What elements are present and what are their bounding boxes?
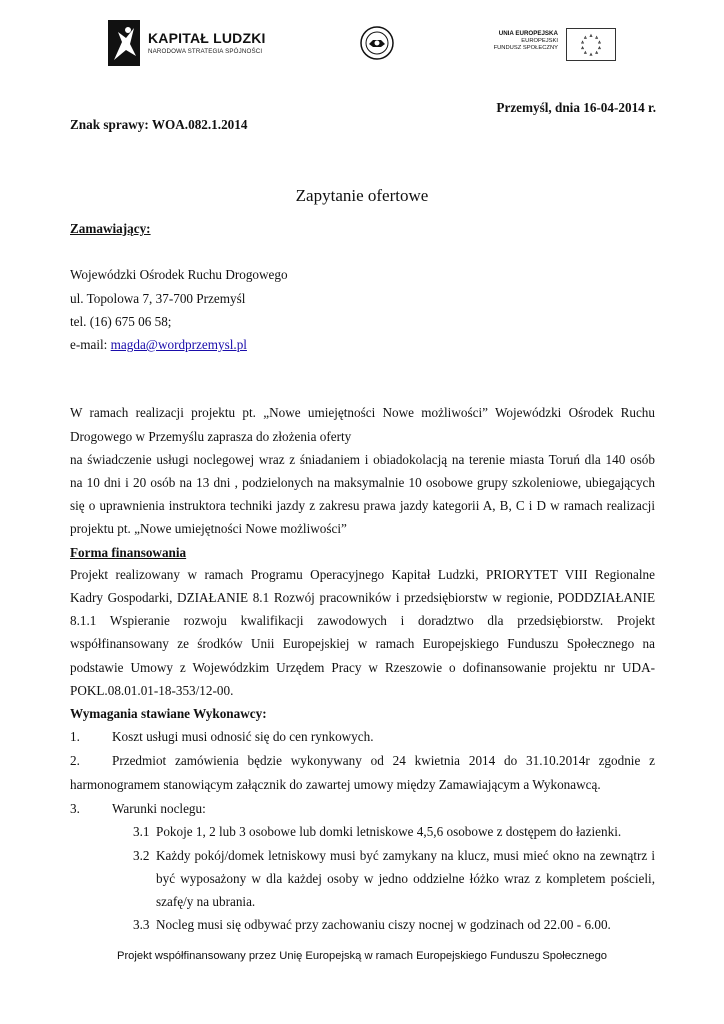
requirement-1-number: 1.: [70, 729, 80, 744]
financing-line-1: Projekt realizowany w ramach Programu Operacyjnego Kapitał Ludzki, PRIORYTET VIII Regionalne: [70, 567, 655, 582]
intro-line-3: na świadczenie usługi noclegowej wraz z śniadaniem i obiadokolacją na terenie miasta Toruń dla 140 osób: [70, 452, 655, 467]
intro-line-5: się o uprawnienia instruktora techniki jazdy z zakresu prawa jazdy kategorii A, B, C i D w ramach realizacji: [70, 498, 655, 513]
sub-requirement-3-1-text: Pokoje 1, 2 lub 3 osobowe lub domki letniskowe 4,5,6 osobowe z dostępem do łazienki.: [156, 824, 622, 839]
reference-number: Znak sprawy: WOA.082.1.2014: [70, 117, 248, 132]
financing-line-2: Kadry Gospodarki, DZIAŁANIE 8.1 Rozwój pracowników i przedsiębiorstw w regionie, PODDZIAŁANIE: [70, 590, 655, 605]
intro-line-2: Drogowego w Przemyślu zaprasza do złożenia oferty: [70, 429, 352, 444]
sub-requirement-3-3-text: Nocleg musi się odbywać przy zachowaniu ciszy nocnej w godzinach od 22.00 - 6.00.: [156, 917, 611, 932]
kapital-ludzki-logo: [108, 20, 268, 70]
ordering-party-name: Wojewódzki Ośrodek Ruchu Drogowego: [70, 267, 288, 282]
page-title: Zapytanie ofertowe: [295, 186, 429, 205]
eu-logo: [493, 28, 618, 62]
email-link[interactable]: magda@wordprzemysl.pl: [110, 337, 247, 352]
financing-line-4: współfinansowany ze środków Unii Europejskiej w ramach Europejskiego Funduszu Społecznego na: [70, 636, 655, 651]
sub-requirement-3-2-line-2: być wyposażony w dla każdej osoby w jedno oddzielne łóżko wraz z kompletem pościeli,: [156, 871, 655, 886]
requirement-3-text: Warunki noclegu:: [112, 801, 206, 816]
ordering-party-heading: Zamawiający:: [70, 221, 151, 236]
intro-line-4: na 10 dni i 20 osób na 13 dni , podzielonych na maksymalnie 10 osobowe grupy szkoleniowe, ubiegających: [70, 475, 655, 490]
requirement-2-line-1: Przedmiot zamówienia będzie wykonywany od 24 kwietnia 2014 do 31.10.2014r zgodnie z: [112, 753, 655, 768]
sub-requirement-3-2-line-1: Każdy pokój/domek letniskowy musi być zamykany na klucz, musi mieć okno na zewnątrz i: [156, 848, 655, 863]
sub-requirement-3-2-line-3: szafę/y na ubrania.: [156, 894, 256, 909]
kapital-ludzki-subtitle: NARODOWA STRATEGIA SPÓJNOŚCI: [148, 48, 263, 55]
intro-line-6: projektu pt. „Nowe umiejętności Nowe możliwości”: [70, 521, 347, 536]
ordering-party-email-row: [70, 336, 247, 353]
requirement-2-line-2: harmonogramem stanowiącym załącznik do zawartej umowy między Zamawiającym a Wykonawcą.: [70, 777, 601, 792]
footer-note: Projekt współfinansowany przez Unię Europejską w ramach Europejskiego Funduszu Społecznego: [116, 950, 608, 962]
ordering-party-phone: tel. (16) 675 06 58;: [70, 314, 172, 329]
requirement-3-number: 3.: [70, 801, 80, 816]
ordering-party-address: ul. Topolowa 7, 37-700 Przemyśl: [70, 291, 246, 306]
kapital-ludzki-mark-icon: [108, 20, 140, 66]
financing-line-5: podstawie Umowy z Wojewódzkim Urzędem Pracy w Rzeszowie o dofinansowanie projektu nr UDA-: [70, 660, 655, 675]
place-and-date: Przemyśl, dnia 16-04-2014 r.: [496, 100, 656, 115]
eu-logo-line-3: FUNDUSZ SPOŁECZNY: [493, 45, 558, 51]
eu-logo-line-1: UNIA EUROPEJSKA: [498, 30, 558, 37]
requirement-2-number: 2.: [70, 753, 80, 768]
financing-line-6: POKL.08.01.01-18-353/12-00.: [70, 683, 234, 698]
requirement-1-text: Koszt usługi musi odnosić się do cen rynkowych.: [112, 729, 374, 744]
sub-requirement-3-3-number: 3.3: [133, 917, 150, 932]
kapital-ludzki-title: KAPITAŁ LUDZKI: [148, 30, 266, 46]
eu-logo-line-2: EUROPEJSKI: [521, 38, 558, 44]
financing-heading: Forma finansowania: [70, 545, 187, 560]
requirements-heading: Wymagania stawiane Wykonawcy:: [70, 706, 267, 721]
intro-line-1: W ramach realizacji projektu pt. „Nowe umiejętności Nowe możliwości” Wojewódzki Ośrodek Ruchu: [70, 405, 655, 420]
sub-requirement-3-1-number: 3.1: [133, 824, 150, 839]
email-label: e-mail:: [70, 337, 111, 352]
financing-line-3: 8.1.1 Wspieranie rozwoju kwalifikacji zawodowych i doradztwo dla przedsiębiorstw. Projekt: [70, 613, 655, 628]
eu-flag-icon: [566, 28, 616, 61]
sub-requirement-3-2-number: 3.2: [133, 848, 150, 863]
word-seal-icon: [360, 26, 394, 60]
